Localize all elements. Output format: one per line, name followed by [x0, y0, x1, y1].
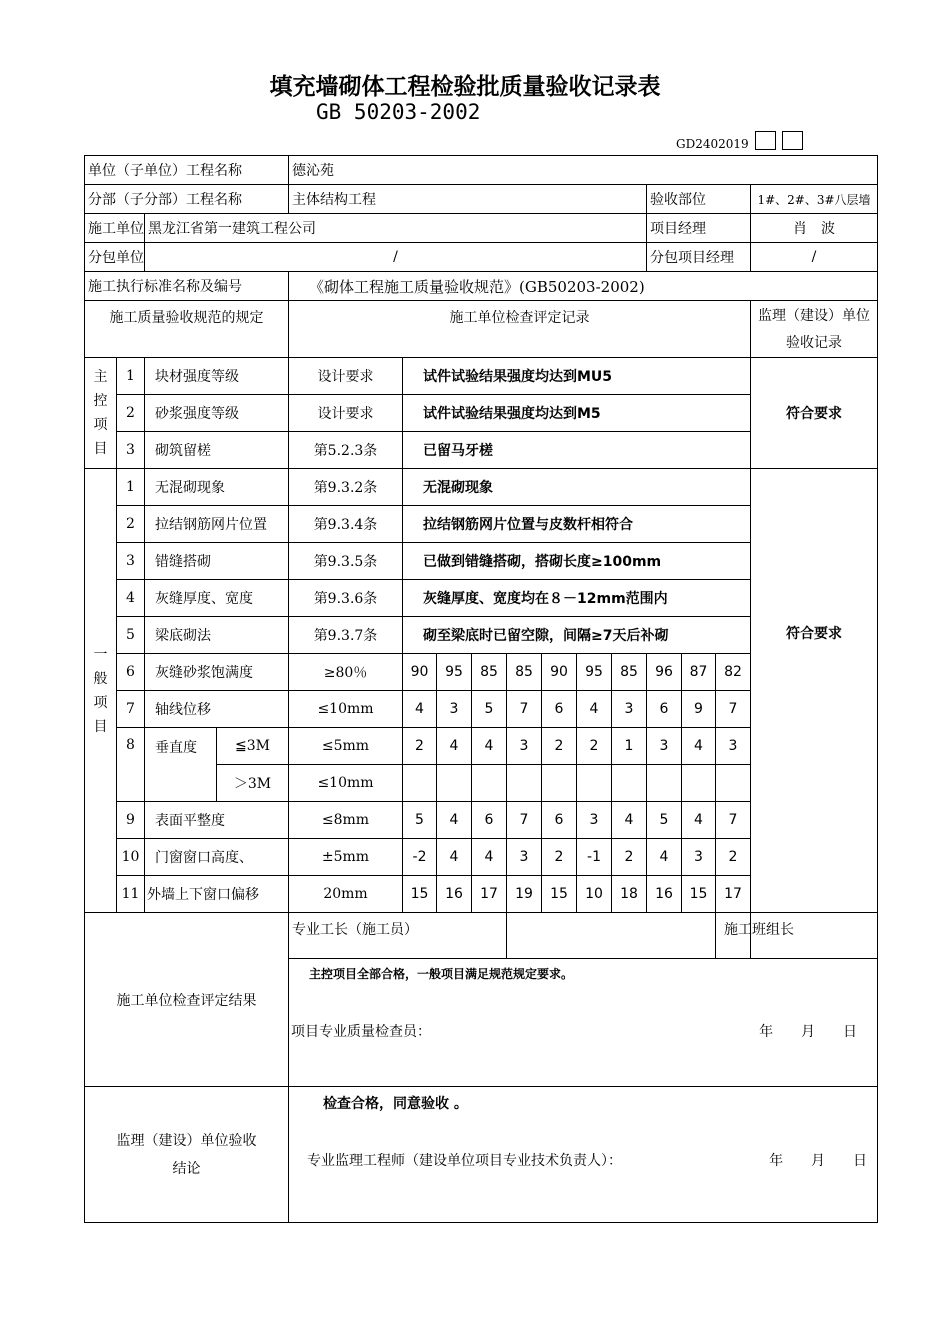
measure-cell: 85	[472, 654, 507, 691]
item-no: 4	[117, 580, 145, 617]
item-no: 1	[117, 358, 145, 395]
measure-cell: 3	[647, 728, 682, 765]
foreman-value[interactable]	[507, 913, 716, 959]
measure-cell: 2	[577, 728, 612, 765]
item-no: 7	[117, 691, 145, 728]
item-name: 外墙上下窗口偏移	[145, 876, 289, 913]
measure-cell	[437, 765, 472, 802]
supervise-header: 监理（建设）单位验收记录	[751, 301, 878, 358]
measure-cell: 5	[472, 691, 507, 728]
measure-cell: 90	[403, 654, 437, 691]
item-no: 11	[117, 876, 145, 913]
std-label: 施工执行标准名称及编号	[85, 272, 289, 301]
measure-cell	[472, 765, 507, 802]
measure-cell: 6	[647, 691, 682, 728]
measure-cell	[577, 765, 612, 802]
measure-cell: 96	[647, 654, 682, 691]
item-req: 第9.3.6条	[289, 580, 403, 617]
measure-cell: -1	[577, 839, 612, 876]
supervisor-result: 检查合格，同意验收 。	[323, 1096, 468, 1112]
item-result: 已留马牙槎	[403, 432, 751, 469]
item-req: 设计要求	[289, 358, 403, 395]
project-label: 单位（子单位）工程名称	[85, 156, 289, 185]
measure-cell: 4	[437, 802, 472, 839]
sub-value: /	[145, 243, 647, 272]
measure-cell: 7	[716, 691, 751, 728]
item-name: 砌筑留槎	[145, 432, 289, 469]
inspector-date: 年 月 日	[759, 1024, 858, 1040]
engineer-date: 年 月 日	[769, 1153, 868, 1169]
measure-cell: 85	[507, 654, 542, 691]
measure-cell: 82	[716, 654, 751, 691]
item-name: 轴线位移	[145, 691, 289, 728]
item-no: 10	[117, 839, 145, 876]
measure-cell: 95	[577, 654, 612, 691]
contractor-label: 施工单位	[85, 214, 145, 243]
general-conclusion: 符合要求	[751, 469, 878, 913]
measure-cell: 9	[682, 691, 716, 728]
measure-cell: 4	[437, 728, 472, 765]
item-req: 20mm	[289, 876, 403, 913]
inspector-label: 项目专业质量检查员：	[291, 1024, 431, 1040]
item-name: 块材强度等级	[145, 358, 289, 395]
item-result: 已做到错缝搭砌，搭砌长度≥100mm	[403, 543, 751, 580]
item-no: 8	[117, 728, 145, 802]
item-name: 梁底砌法	[145, 617, 289, 654]
item-no: 1	[117, 469, 145, 506]
item-result: 灰缝厚度、宽度均在８－12mm范围内	[403, 580, 751, 617]
item-req: 第9.3.2条	[289, 469, 403, 506]
item-name: 错缝搭砌	[145, 543, 289, 580]
measure-cell: 2	[542, 839, 577, 876]
supervisor-label	[85, 1087, 289, 1223]
check-header: 施工单位检查评定记录	[289, 301, 751, 358]
item-name: 拉结钢筋网片位置	[145, 506, 289, 543]
engineer-label: 专业监理工程师（建设单位项目专业技术负责人）：	[307, 1153, 622, 1169]
measure-cell: 4	[647, 839, 682, 876]
measure-cell: 3	[507, 839, 542, 876]
measure-cell: -2	[403, 839, 437, 876]
contractor-eval-result: 主控项目全部合格，一般项目满足规范规定要求。	[309, 967, 574, 981]
item-no: 6	[117, 654, 145, 691]
measure-cell	[507, 765, 542, 802]
std-value: 《砌体工程施工质量验收规范》(GB50203-2002)	[289, 272, 878, 301]
item-req: 设计要求	[289, 395, 403, 432]
measure-cell: 2	[716, 839, 751, 876]
measure-cell	[716, 765, 751, 802]
item-req: ±5mm	[289, 839, 403, 876]
measure-cell: 7	[507, 691, 542, 728]
contractor-value: 黑龙江省第一建筑工程公司	[145, 214, 647, 243]
item-name: 门窗窗口高度、	[145, 839, 289, 876]
item-no: 2	[117, 395, 145, 432]
item-result: 砌至梁底时已留空隙，间隔≥7天后补砌	[403, 617, 751, 654]
measure-cell: 10	[577, 876, 612, 913]
item-req: 第5.2.3条	[289, 432, 403, 469]
measure-cell: 1	[612, 728, 647, 765]
pm-label: 项目经理	[647, 214, 751, 243]
contractor-eval-label: 施工单位检查评定结果	[85, 913, 289, 1087]
measure-cell: 4	[472, 728, 507, 765]
measure-cell: 5	[403, 802, 437, 839]
item-result: 拉结钢筋网片位置与皮数杆相符合	[403, 506, 751, 543]
standard-code: GB 50203-2002	[316, 100, 481, 124]
code-checkbox[interactable]	[782, 131, 803, 150]
item-no: 9	[117, 802, 145, 839]
sub-label: 分包单位	[85, 243, 145, 272]
measure-cell	[403, 765, 437, 802]
measure-cell: 3	[507, 728, 542, 765]
item-no: 3	[117, 432, 145, 469]
division-label: 分部（子分部）工程名称	[85, 185, 289, 214]
project-value: 德沁苑	[289, 156, 878, 185]
supervisor-body	[289, 1087, 878, 1223]
item-no: 2	[117, 506, 145, 543]
measure-cell: 3	[716, 728, 751, 765]
item-name: 灰缝砂浆饱满度	[145, 654, 289, 691]
item-name: 表面平整度	[145, 802, 289, 839]
code-checkbox[interactable]	[755, 131, 776, 150]
measure-cell: 90	[542, 654, 577, 691]
general-group-label: 一般项目	[85, 469, 117, 913]
item-req: 第9.3.4条	[289, 506, 403, 543]
sub-pm-label: 分包项目经理	[647, 243, 751, 272]
main-group-label: 主控项目	[85, 358, 117, 469]
measure-cell: 4	[577, 691, 612, 728]
form-code: GD2402019	[676, 137, 749, 151]
measure-cell: 16	[437, 876, 472, 913]
measure-cell: 95	[437, 654, 472, 691]
measure-cell: 85	[612, 654, 647, 691]
measure-cell: 17	[716, 876, 751, 913]
item-req: ≤10mm	[289, 691, 403, 728]
measure-cell: 6	[472, 802, 507, 839]
foreman-label: 专业工长（施工员）	[289, 913, 507, 959]
spec-header: 施工质量验收规范的规定	[85, 301, 289, 358]
measure-cell: 7	[507, 802, 542, 839]
measure-cell: 18	[612, 876, 647, 913]
measure-cell: 15	[403, 876, 437, 913]
supervisor-label-line2: 结论	[172, 1160, 201, 1177]
measure-cell: 87	[682, 654, 716, 691]
measure-cell: 4	[612, 802, 647, 839]
division-value: 主体结构工程	[289, 185, 647, 214]
measure-cell: 15	[682, 876, 716, 913]
measure-cell: 17	[472, 876, 507, 913]
measure-cell: 2	[612, 839, 647, 876]
measure-cell	[682, 765, 716, 802]
measure-cell	[647, 765, 682, 802]
measure-cell: 2	[542, 728, 577, 765]
item-sub: ＞3M	[217, 765, 289, 802]
measure-cell: 3	[577, 802, 612, 839]
team-label: 施工班组长	[716, 913, 751, 959]
measure-cell: 3	[612, 691, 647, 728]
measure-cell: 4	[682, 802, 716, 839]
measure-cell: 16	[647, 876, 682, 913]
item-req: ≤10mm	[289, 765, 403, 802]
measure-cell: 6	[542, 691, 577, 728]
measure-cell: 3	[437, 691, 472, 728]
measure-cell: 4	[682, 728, 716, 765]
measure-cell: 2	[403, 728, 437, 765]
item-name: 灰缝厚度、宽度	[145, 580, 289, 617]
contractor-eval-body	[289, 959, 878, 1087]
measure-cell: 6	[542, 802, 577, 839]
measure-cell: 4	[403, 691, 437, 728]
item-name: 砂浆强度等级	[145, 395, 289, 432]
measure-cell: 4	[472, 839, 507, 876]
part-label: 验收部位	[647, 185, 751, 214]
measure-cell: 15	[542, 876, 577, 913]
item-req: ≤5mm	[289, 728, 403, 765]
pm-value: 肖 波	[751, 214, 878, 243]
item-no: 3	[117, 543, 145, 580]
item-req: ≥80％	[289, 654, 403, 691]
sub-pm-value: /	[751, 243, 878, 272]
item-result: 无混砌现象	[403, 469, 751, 506]
part-value: 1#、2#、3#八层墙	[751, 185, 878, 214]
measure-cell	[542, 765, 577, 802]
measure-cell: 19	[507, 876, 542, 913]
supervisor-label-line1: 监理（建设）单位验收	[116, 1132, 257, 1149]
inspection-table	[84, 155, 878, 1223]
item-name: 垂直度	[145, 728, 217, 802]
item-no: 5	[117, 617, 145, 654]
item-req: 第9.3.5条	[289, 543, 403, 580]
item-result: 试件试验结果强度均达到MU5	[403, 358, 751, 395]
item-name: 无混砌现象	[145, 469, 289, 506]
item-result: 试件试验结果强度均达到M5	[403, 395, 751, 432]
item-req: 第9.3.7条	[289, 617, 403, 654]
item-sub: ≦3M	[217, 728, 289, 765]
main-conclusion: 符合要求	[751, 358, 878, 469]
measure-cell: 3	[682, 839, 716, 876]
measure-cell: 4	[437, 839, 472, 876]
form-title: 填充墙砌体工程检验批质量验收记录表	[269, 74, 661, 100]
measure-cell	[612, 765, 647, 802]
measure-cell: 7	[716, 802, 751, 839]
item-req: ≤8mm	[289, 802, 403, 839]
measure-cell: 5	[647, 802, 682, 839]
